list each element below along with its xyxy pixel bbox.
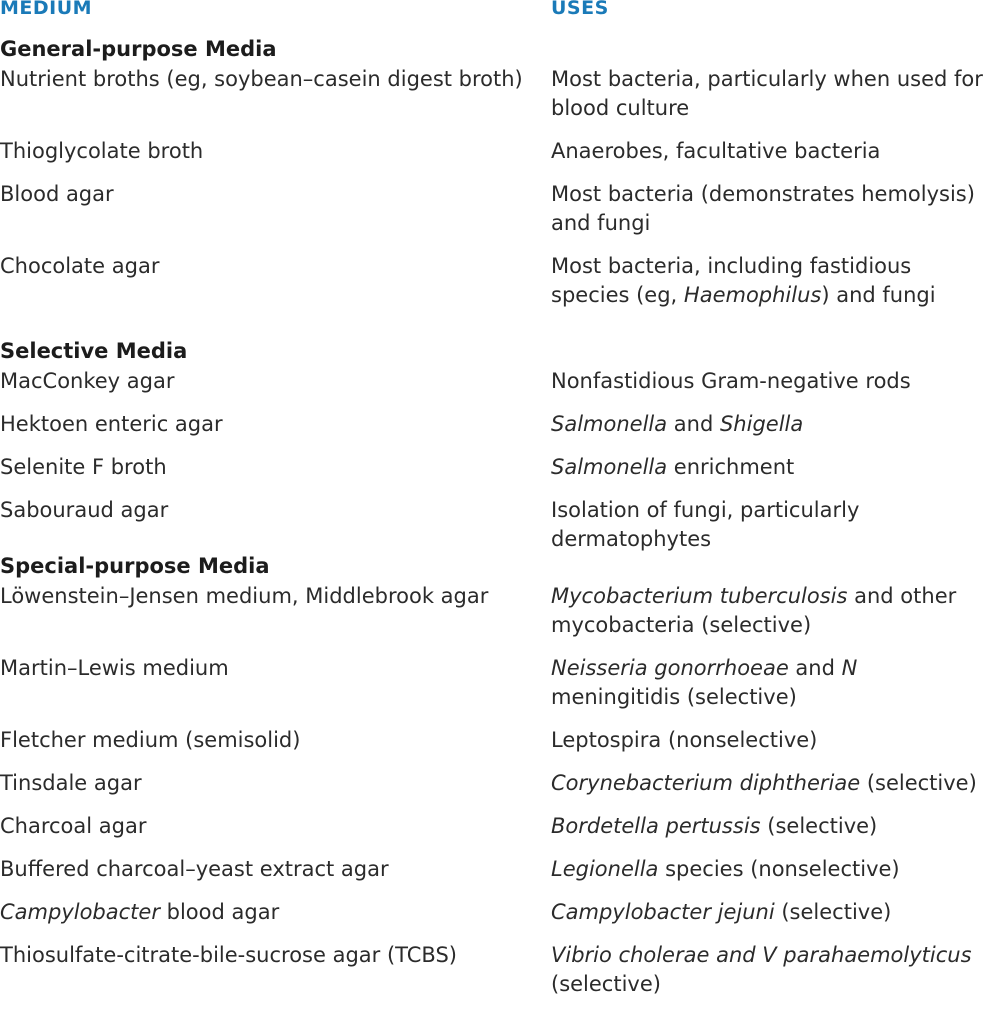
- medium-cell: [0, 453, 167, 482]
- table-row: [0, 941, 986, 1013]
- section-title: Special-purpose Media: [0, 554, 270, 578]
- uses-text: N: [841, 656, 858, 680]
- table-body: [0, 22, 986, 1013]
- table-row: [0, 137, 986, 180]
- medium-text: Buffered charcoal–yeast extract agar: [0, 857, 389, 881]
- uses-column-header: USES: [551, 0, 609, 19]
- table-row: [0, 65, 986, 137]
- section-heading-row: [0, 539, 986, 582]
- uses-text: Campylobacter jejuni: [551, 900, 775, 924]
- uses-cell: [551, 180, 986, 238]
- uses-text: enrichment: [667, 455, 795, 479]
- medium-cell: [0, 410, 223, 439]
- uses-text: Salmonella: [551, 412, 668, 436]
- medium-cell: [0, 855, 389, 884]
- section-title: Selective Media: [0, 339, 188, 363]
- table-row: [0, 496, 986, 551]
- uses-text: Neisseria gonorrhoeae: [551, 656, 789, 680]
- uses-cell: [551, 252, 986, 310]
- medium-cell: [0, 654, 229, 683]
- table-row: [0, 367, 986, 410]
- uses-text: Most bacteria, including fastidious species (eg,: [551, 254, 912, 307]
- uses-text: and: [788, 656, 842, 680]
- section-title: General-purpose Media: [0, 37, 277, 61]
- uses-cell: [551, 137, 986, 166]
- medium-text: Löwenstein–Jensen medium, Middlebrook agar: [0, 584, 489, 608]
- uses-text: meningitidis (selective): [551, 685, 797, 709]
- medium-column-header: MEDIUM: [0, 0, 93, 19]
- uses-text: Vibrio cholerae and V parahaemolyticus: [551, 943, 972, 967]
- medium-cell: [0, 898, 279, 927]
- uses-cell: [551, 898, 986, 927]
- uses-text: ) and fungi: [821, 283, 936, 307]
- medium-text: blood agar: [159, 900, 280, 924]
- uses-text: (selective): [860, 771, 977, 795]
- medium-cell: [0, 726, 300, 755]
- section-heading-row: [0, 324, 986, 367]
- uses-text: Anaerobes, facultative bacteria: [551, 139, 881, 163]
- medium-text: Nutrient broths (eg, soybean–casein digest broth): [0, 67, 523, 91]
- medium-cell: [0, 137, 203, 166]
- uses-text: (selective): [774, 900, 892, 924]
- medium-cell: [0, 496, 168, 525]
- table-row: [0, 812, 986, 855]
- medium-cell: [0, 769, 142, 798]
- table-row: [0, 769, 986, 812]
- uses-cell: [551, 410, 986, 439]
- uses-text: Most bacteria, particularly when used for blood culture: [551, 67, 983, 120]
- table-row: [0, 410, 986, 453]
- medium-text: Thiosulfate-citrate-bile-sucrose agar (TCBS): [0, 943, 457, 967]
- uses-text: Leptospira (nonselective): [551, 728, 818, 752]
- table-row: [0, 582, 986, 654]
- uses-cell: [551, 855, 986, 884]
- medium-text: Charcoal agar: [0, 814, 147, 838]
- table-header: [0, 0, 986, 22]
- table-row: [0, 726, 986, 769]
- medium-cell: [0, 582, 488, 611]
- uses-text: Isolation of fungi, particularly dermatophytes: [551, 498, 860, 551]
- uses-cell: [551, 769, 986, 798]
- uses-text: Haemophilus: [683, 283, 822, 307]
- medium-cell: [0, 367, 175, 396]
- medium-text: Blood agar: [0, 182, 114, 206]
- uses-cell: [551, 812, 986, 841]
- uses-text: Legionella: [551, 857, 659, 881]
- uses-cell: [551, 654, 986, 712]
- table-row: [0, 654, 986, 726]
- uses-cell: [551, 65, 986, 123]
- medium-text: Thioglycolate broth: [0, 139, 204, 163]
- medium-text: Campylobacter: [0, 900, 160, 924]
- medium-cell: [0, 812, 147, 841]
- table-row: [0, 252, 986, 324]
- uses-text: species (nonselective): [658, 857, 900, 881]
- table-row: [0, 180, 986, 252]
- medium-text: Selenite F broth: [0, 455, 167, 479]
- medium-text: Hektoen enteric agar: [0, 412, 223, 436]
- table-row: [0, 898, 986, 941]
- uses-text: and: [667, 412, 720, 436]
- uses-text: Bordetella pertussis: [551, 814, 761, 838]
- uses-text: and other mycobacteria (selective): [551, 584, 957, 637]
- medium-text: Chocolate agar: [0, 254, 160, 278]
- medium-text: Fletcher medium (semisolid): [0, 728, 301, 752]
- uses-text: Most bacteria (demonstrates hemolysis) and fungi: [551, 182, 975, 235]
- uses-cell: [551, 367, 986, 396]
- uses-text: Shigella: [719, 412, 804, 436]
- table-row: [0, 453, 986, 496]
- medium-text: Tinsdale agar: [0, 771, 142, 795]
- uses-cell: [551, 582, 986, 640]
- uses-text: Salmonella: [551, 455, 668, 479]
- uses-text: Mycobacterium tuberculosis: [551, 584, 848, 608]
- medium-cell: [0, 252, 159, 281]
- section-heading-row: [0, 22, 986, 65]
- medium-cell: [0, 65, 523, 94]
- medium-text: Martin–Lewis medium: [0, 656, 229, 680]
- uses-cell: [551, 941, 986, 999]
- medium-text: Sabouraud agar: [0, 498, 169, 522]
- uses-cell: [551, 726, 986, 755]
- medium-text: MacConkey agar: [0, 369, 175, 393]
- uses-cell: [551, 453, 986, 482]
- medium-cell: [0, 180, 114, 209]
- uses-text: Nonfastidious Gram-negative rods: [551, 369, 911, 393]
- uses-text: (selective): [551, 972, 661, 996]
- uses-text: Corynebacterium diphtheriae: [551, 771, 861, 795]
- uses-text: (selective): [760, 814, 878, 838]
- medium-cell: [0, 941, 457, 970]
- table-row: [0, 855, 986, 898]
